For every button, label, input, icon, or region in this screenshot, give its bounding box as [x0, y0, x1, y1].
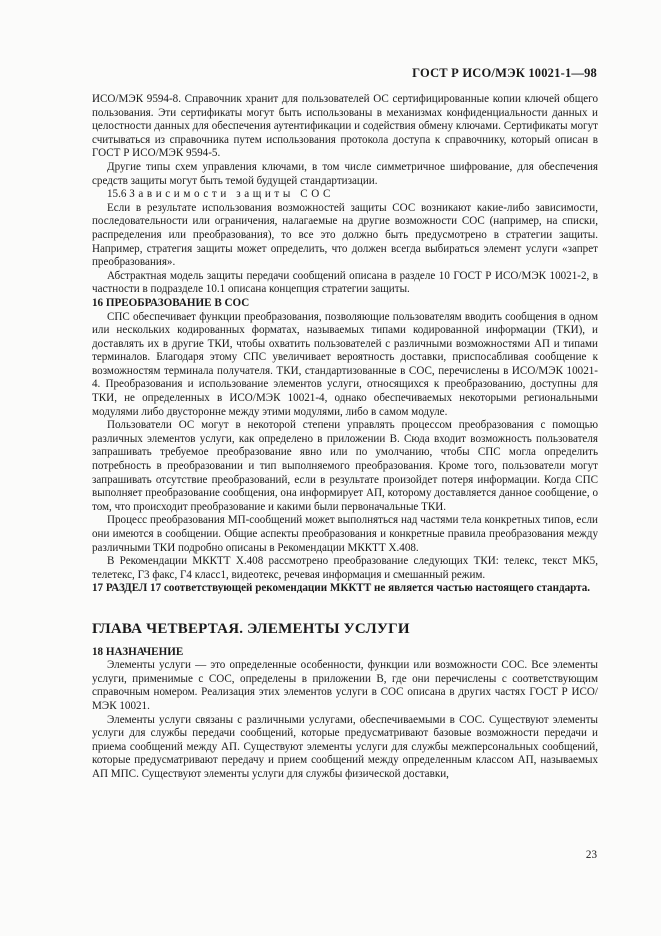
- running-header: ГОСТ Р ИСО/МЭК 10021-1—98: [412, 66, 597, 80]
- chapter-heading: ГЛАВА ЧЕТВЕРТАЯ. ЭЛЕМЕНТЫ УСЛУГИ: [92, 620, 410, 637]
- section-18-heading: 18 НАЗНАЧЕНИЕ: [92, 645, 184, 658]
- section-16-paragraph: В Рекомендации МККТТ Х.408 рассмотрено преобразование следующих ТКИ: телекс, текст МК5, телетекс, Г3 факс, Г4 класс1, видеотекс, речевая информация и смешанный режим.: [92, 555, 598, 581]
- subsection-title: Зависимости защиты СОС: [129, 188, 335, 201]
- section-16-paragraph: Процесс преобразования МП-сообщений может выполняться над частями тела конкретных типов, если они имеются в сообщении. Общие аспекты преобразования и конкретные правила преобразования между различными ТКИ подробно описаны в Рекомендации МККТТ Х.408.: [92, 514, 598, 554]
- page-content: [92, 93, 598, 782]
- section-18-paragraph: Элементы услуги — это определенные особенности, функции или возможности СОС. Все элементы услуги, применимые с СОС, определены в приложении В, где они перечислены с соответствующим справочным номером. Реализация этих элементов услуги в СОС описана в других частях ГОСТ Р ИСО/МЭК 10021.: [92, 659, 598, 712]
- page-number: 23: [585, 849, 597, 861]
- paragraph-abstract-model: Абстрактная модель защиты передачи сообщений описана в разделе 10 ГОСТ Р ИСО/МЭК 10021-2, в частности в подразделе 10.1 описана концепция стратегии защиты.: [92, 269, 598, 296]
- section-17-text: 17 РАЗДЕЛ 17 соответствующей рекомендации МККТТ не является частью настоящего стандарта.: [92, 582, 591, 595]
- paragraph-dependencies: Если в результате использования возможностей защиты СОС возникают какие-либо зависимости, последовательности или ограничения, налагаемые на другие возможности СОС (например, на списки, распределения или преобразования), то все это должно быть предусмотрено в стратегии защиты. Например, стратегия защиты может определить, что должен всегда выбираться элемент услуги «запрет преобразования».: [92, 201, 598, 269]
- paragraph-key-management: Другие типы схем управления ключами, в том числе симметричное шифрование, для обеспечения средств защиты могут быть темой будущей стандартизации.: [92, 160, 598, 187]
- paragraph-continuation: ИСО/МЭК 9594-8. Справочник хранит для пользователей ОС сертифицированные копии ключей общего пользования. Эти сертификаты могут быть использованы в механизмах конфиденциальности данных и целостности данных для обеспечения аутентификации и содействия обмену ключами. Сертификаты могут считываться из справочника путем использования протокола доступа к справочнику, который описан в ГОСТ Р ИСО/МЭК 9594-5.: [92, 93, 598, 160]
- section-16-paragraph: Пользователи ОС могут в некоторой степени управлять процессом преобразования с помощью различных элементов услуги, как определено в приложении В. Сюда входит возможность пользователя запрашивать требуемое преобразование явно или по умолчанию, чтобы СПС могла определить потребность в преобразовании и тип выполняемого преобразования. Кроме того, пользователи могут запрашивать отсутствие преобразований, если в результате произойдет потеря информации. Когда СПС выполняет преобразование сообщения, она информирует АП, которому доставляется данное сообщение, о том, что происходит преобразование и какими были первоначальные ТКИ.: [92, 419, 598, 513]
- section-16-paragraph: СПС обеспечивает функции преобразования, позволяющие пользователям вводить сообщения в одном или нескольких кодированных форматах, называемых типами кодированной информации (ТКИ), и доставлять их в другие ТКИ, чтобы охватить пользователей с различными возможностями АП и типами терминалов. Благодаря этому СПС увеличивает вероятность доставки, приспосабливая сообщение к возможностям терминала получателя. ТКИ, стандартизованные в СОС, перечислены в ИСО/МЭК 10021-4. Преобразования и использование элементов услуги, относящихся к преобразованию, доступны для ТКИ, не определенных в ИСО/МЭК 10021-4, однако обеспечиваемых некоторыми региональными модулями либо двусторонне между этими модулями, либо в самом модуле.: [92, 310, 598, 418]
- section-16-heading: 16 ПРЕОБРАЗОВАНИЕ В СОС: [92, 296, 250, 309]
- section-18-paragraph: Элементы услуги связаны с различными услугами, обеспечиваемыми в СОС. Существуют элементы услуги для службы передачи сообщений, которые предусматривают базовые возможности передачи и приема сообщений между АП. Существуют элементы услуги для службы межперсональных сообщений, которые предусматривают передачу и прием сообщений между определенным классом АП, называемых АП МПС. Существуют элементы услуги для службы физической доставки,: [92, 713, 598, 780]
- subsection-number: 15.6: [107, 188, 127, 201]
- subsection-heading: [92, 188, 598, 202]
